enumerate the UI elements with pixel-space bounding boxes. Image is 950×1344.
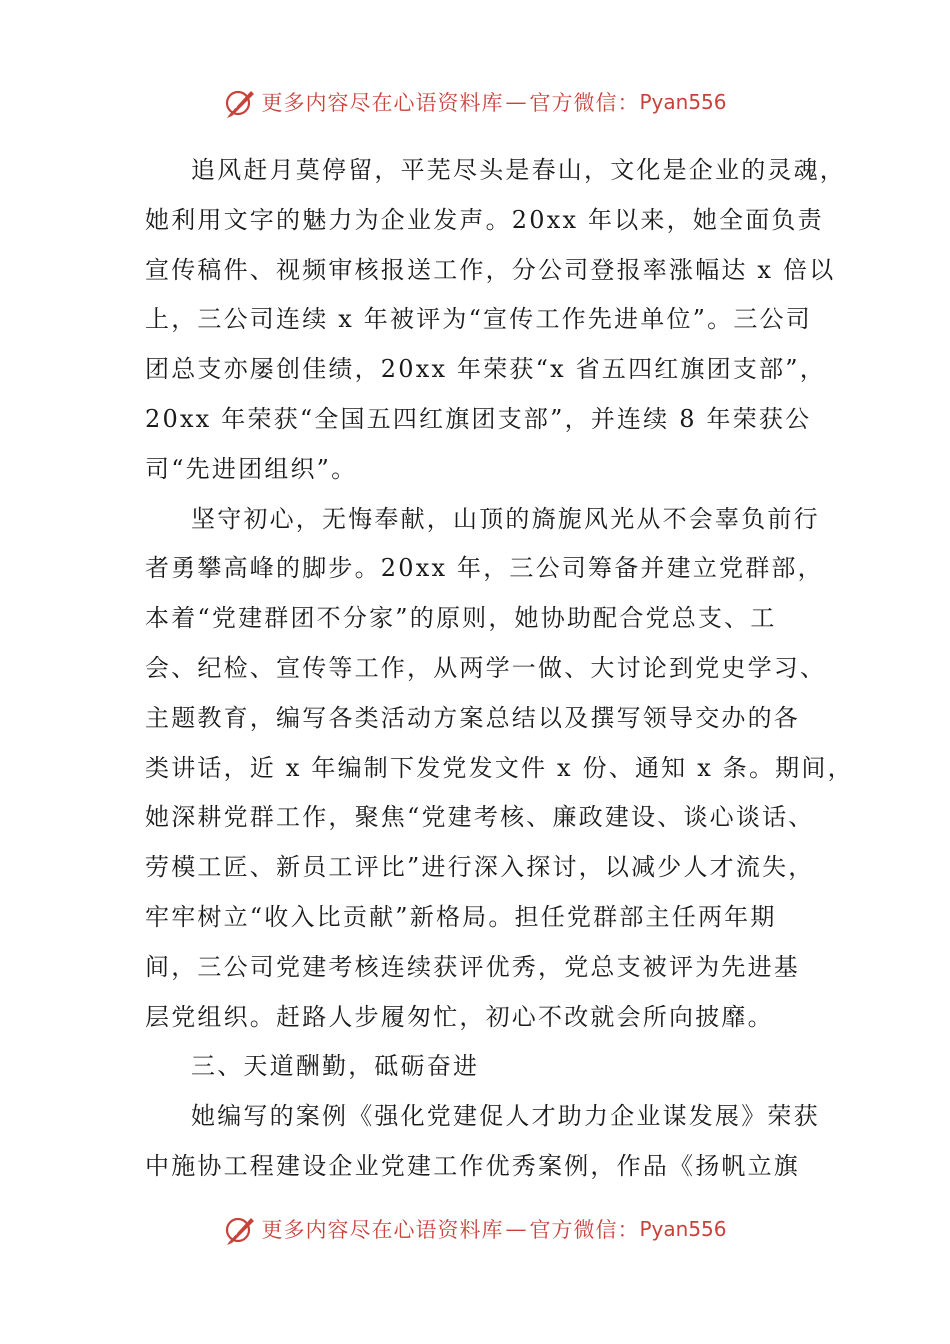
text-line-10: 本着“党建群团不分家”的原则，她协助配合党总支、工 xyxy=(145,604,777,633)
text-line-1: 追风赶月莫停留，平芜尽头是春山，文化是企业的灵魂， xyxy=(191,156,846,184)
text-line-13: 类讲话，近 x 年编制下发党发文件 x 份、通知 x 条。期间， xyxy=(145,753,854,782)
text-line-15: 劳模工匠、新员工评比”进行深入探讨，以减少人才流失， xyxy=(145,853,815,882)
text-line-2: 她利用文字的魅力为企业发声。20xx 年以来，她全面负责 xyxy=(145,205,824,234)
pen-circle-logo-icon xyxy=(223,1212,257,1246)
text-line-3: 宣传稿件、视频审核报送工作，分公司登报率涨幅达 x 倍以 xyxy=(145,255,836,284)
header-watermark-banner xyxy=(0,80,950,124)
banner-separator: — xyxy=(505,1217,528,1241)
text-line-11: 会、纪检、宣传等工作，从两学一做、大讨论到党史学习、 xyxy=(145,653,827,682)
text-line-14: 她深耕党群工作，聚焦“党建考核、廉政建设、谈心谈话、 xyxy=(145,803,815,832)
banner-separator: — xyxy=(505,90,528,114)
text-line-6: 20xx 年荣获“全国五四红旗团支部”，并连续 8 年荣获公 xyxy=(145,404,812,433)
footer-watermark-banner xyxy=(0,1207,950,1251)
text-line-5: 团总支亦屡创佳绩，20xx 年荣获“x 省五四红旗团支部”， xyxy=(145,355,826,384)
banner-slogan: 更多内容尽在心语资料库 xyxy=(261,1218,504,1242)
banner-wechat-label: 官方微信： xyxy=(529,91,640,115)
banner-wechat-id: Pyan556 xyxy=(639,90,727,114)
text-line-12: 主题教育，编写各类活动方案总结以及撰写领导交办的各 xyxy=(145,703,800,732)
banner-slogan: 更多内容尽在心语资料库 xyxy=(261,91,504,115)
text-line-18: 层党组织。赶路人步履匆忙，初心不改就会所向披靡。 xyxy=(145,1002,774,1031)
text-line-8: 坚守初心，无悔奉献，山顶的旖旎风光从不会辜负前行 xyxy=(191,504,820,533)
text-line-4: 上，三公司连续 x 年被评为“宣传工作先进单位”。三公司 xyxy=(145,305,812,334)
banner-wechat-id: Pyan556 xyxy=(639,1217,727,1241)
text-line-20: 她编写的案例《强化党建促人才助力企业谋发展》荣获 xyxy=(191,1102,820,1131)
text-line-7: 司“先进团组织”。 xyxy=(145,454,358,483)
text-line-9: 者勇攀高峰的脚步。20xx 年，三公司筹备并建立党群部， xyxy=(145,554,824,583)
text-line-21: 中施协工程建设企业党建工作优秀案例，作品《扬帆立旗 xyxy=(145,1151,800,1180)
section-heading: 三、天道酬勤，砥砺奋进 xyxy=(191,1052,480,1081)
text-line-16: 牢牢树立“收入比贡献”新格局。担任党群部主任两年期 xyxy=(145,902,777,931)
pen-circle-logo-icon xyxy=(223,85,257,119)
document-body xyxy=(145,146,854,1192)
banner-wechat-label: 官方微信： xyxy=(529,1218,640,1242)
text-line-17: 间，三公司党建考核连续获评优秀，党总支被评为先进基 xyxy=(145,952,800,981)
